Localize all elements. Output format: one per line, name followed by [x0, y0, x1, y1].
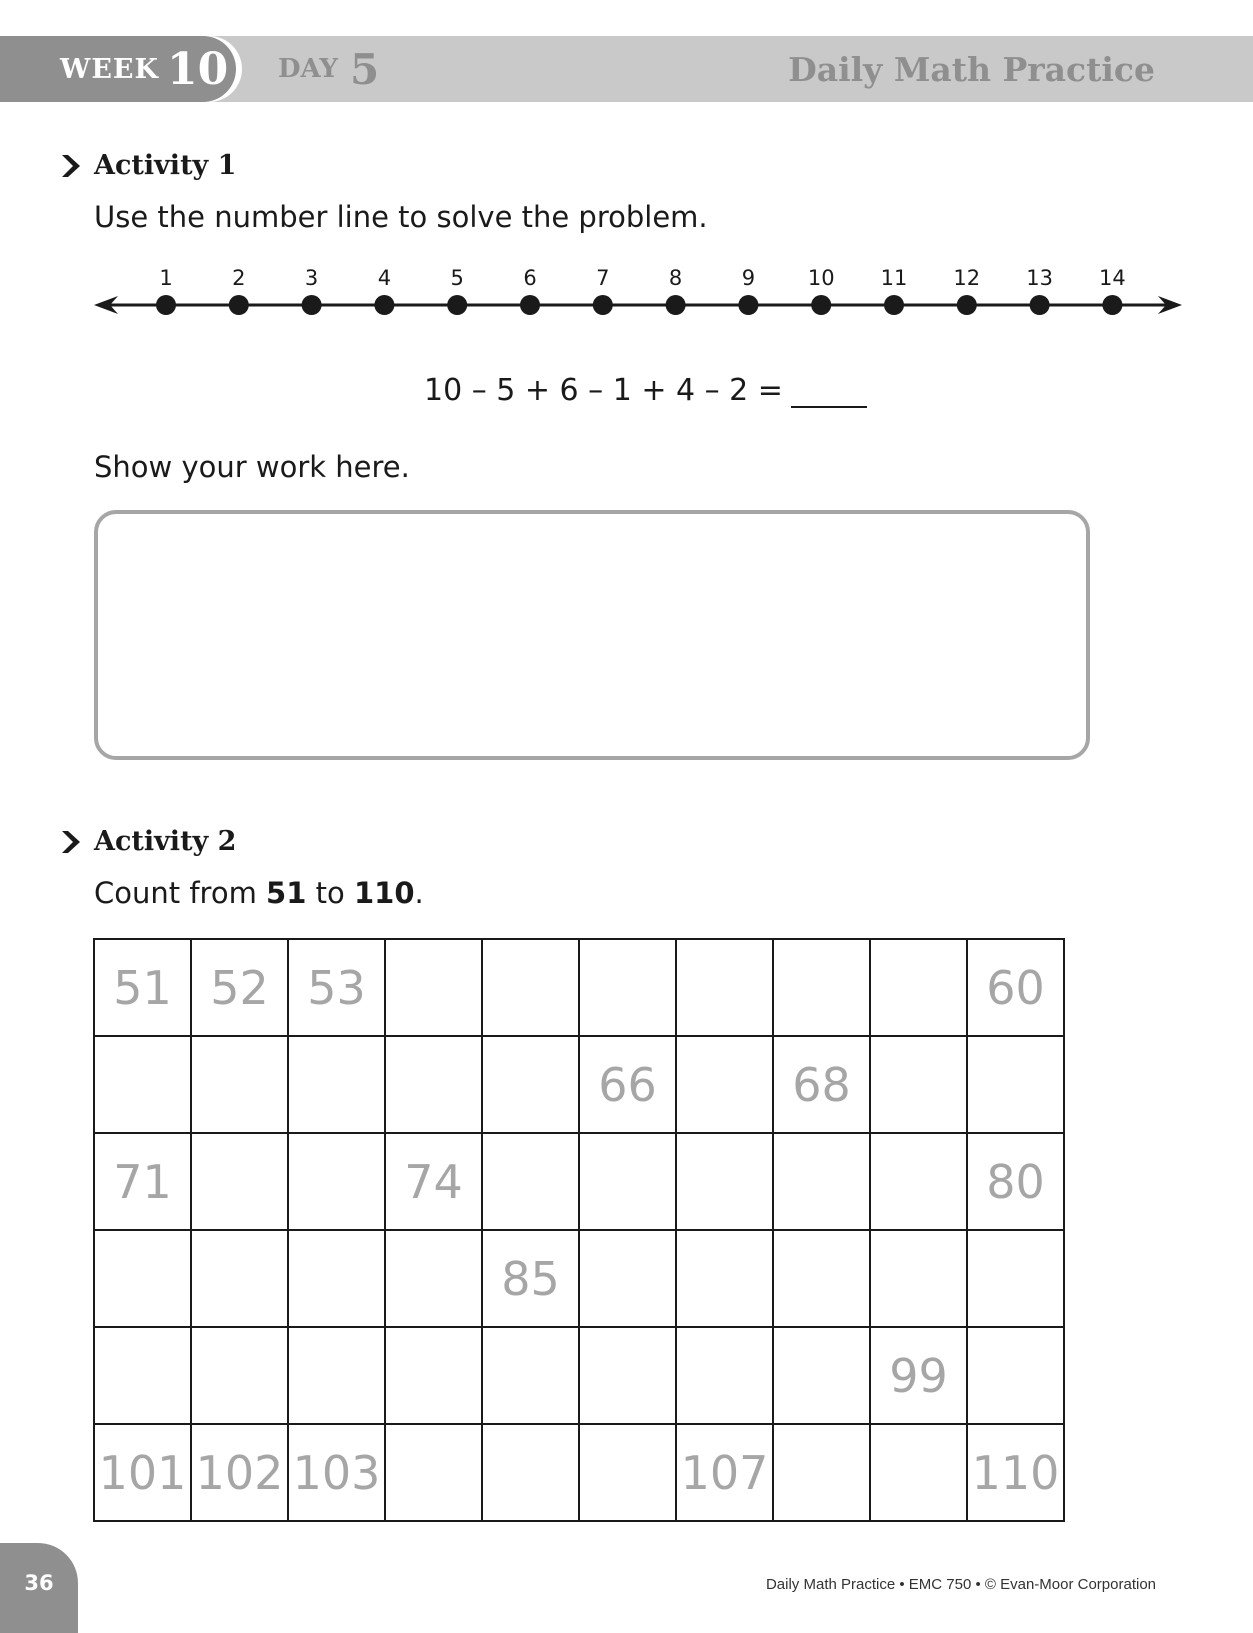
grid-cell: 52 — [191, 939, 288, 1036]
count-start: 51 — [266, 876, 307, 910]
grid-cell[interactable] — [288, 1230, 385, 1327]
activity-1-title: Activity 1 — [94, 150, 237, 181]
instruction-text: to — [306, 876, 354, 910]
week-label: WEEK — [60, 53, 159, 85]
grid-row — [94, 1424, 1064, 1521]
number-line-label: 10 — [807, 266, 835, 290]
number-line-label: 1 — [159, 266, 173, 290]
number-line-label: 9 — [741, 266, 756, 290]
grid-cell: 99 — [870, 1327, 967, 1424]
grid-row — [94, 1036, 1064, 1133]
grid-cell[interactable] — [870, 1424, 967, 1521]
grid-cell: 101 — [94, 1424, 191, 1521]
page-number: 36 — [0, 1543, 78, 1633]
grid-row — [94, 1133, 1064, 1230]
number-line-point — [811, 295, 831, 315]
grid-cell[interactable] — [773, 939, 870, 1036]
number-line-point — [957, 295, 977, 315]
grid-cell[interactable] — [579, 1424, 676, 1521]
grid-cell[interactable] — [191, 1230, 288, 1327]
chevron-right-icon — [60, 829, 82, 855]
grid-cell: 110 — [967, 1424, 1064, 1521]
activity-2-title: Activity 2 — [94, 826, 237, 857]
grid-cell[interactable] — [579, 939, 676, 1036]
grid-cell[interactable] — [579, 1133, 676, 1230]
number-line-point — [1030, 295, 1050, 315]
number-line-point — [884, 295, 904, 315]
grid-cell[interactable] — [676, 1036, 773, 1133]
grid-cell[interactable] — [191, 1133, 288, 1230]
number-line-point — [593, 295, 613, 315]
number-line-label: 4 — [377, 266, 392, 290]
grid-cell[interactable] — [676, 1327, 773, 1424]
grid-row — [94, 1230, 1064, 1327]
grid-cell[interactable] — [288, 1036, 385, 1133]
number-line-point — [156, 295, 176, 315]
grid-cell[interactable] — [288, 1133, 385, 1230]
activity-2-heading — [60, 826, 236, 857]
instruction-text: . — [414, 876, 424, 910]
number-line-label: 7 — [596, 266, 610, 290]
grid-cell[interactable] — [482, 1133, 579, 1230]
grid-cell[interactable] — [676, 939, 773, 1036]
hundreds-grid — [93, 938, 1065, 1522]
week-number: 10 — [166, 43, 229, 95]
grid-cell[interactable] — [773, 1133, 870, 1230]
grid-cell[interactable] — [967, 1230, 1064, 1327]
answer-blank[interactable] — [791, 378, 867, 408]
grid-cell[interactable] — [967, 1036, 1064, 1133]
activity-1-heading — [60, 150, 236, 181]
grid-cell[interactable] — [870, 1230, 967, 1327]
number-line-label: 13 — [1026, 266, 1053, 290]
grid-cell: 74 — [385, 1133, 482, 1230]
number-line-point — [1102, 295, 1122, 315]
grid-cell[interactable] — [191, 1036, 288, 1133]
grid-cell: 103 — [288, 1424, 385, 1521]
grid-cell: 85 — [482, 1230, 579, 1327]
grid-cell[interactable] — [482, 939, 579, 1036]
activity-2-instruction — [94, 876, 424, 910]
number-line-point — [666, 295, 686, 315]
grid-cell[interactable] — [385, 939, 482, 1036]
day-indicator — [278, 36, 379, 102]
grid-cell[interactable] — [385, 1327, 482, 1424]
number-line-point — [520, 295, 540, 315]
number-line-label: 8 — [668, 266, 683, 290]
number-line — [90, 260, 1190, 320]
grid-cell[interactable] — [870, 1133, 967, 1230]
work-area[interactable] — [94, 510, 1090, 760]
grid-cell[interactable] — [870, 1036, 967, 1133]
number-line-point — [738, 295, 758, 315]
grid-cell: 80 — [967, 1133, 1064, 1230]
grid-cell[interactable] — [482, 1327, 579, 1424]
grid-cell[interactable] — [94, 1327, 191, 1424]
grid-cell[interactable] — [870, 939, 967, 1036]
week-tab — [0, 36, 236, 102]
grid-cell: 66 — [579, 1036, 676, 1133]
grid-cell[interactable] — [482, 1424, 579, 1521]
grid-cell[interactable] — [773, 1424, 870, 1521]
grid-cell[interactable] — [385, 1230, 482, 1327]
grid-cell[interactable] — [385, 1424, 482, 1521]
equation-text: 10 – 5 + 6 – 1 + 4 – 2 = — [424, 373, 783, 408]
grid-cell[interactable] — [579, 1230, 676, 1327]
grid-cell[interactable] — [482, 1036, 579, 1133]
number-line-label: 5 — [450, 266, 464, 290]
grid-cell[interactable] — [773, 1327, 870, 1424]
number-line-label: 11 — [880, 266, 908, 290]
number-line-point — [447, 295, 467, 315]
number-line-label: 14 — [1099, 266, 1126, 290]
grid-cell: 68 — [773, 1036, 870, 1133]
grid-cell[interactable] — [579, 1327, 676, 1424]
number-line-label: 6 — [523, 266, 537, 290]
grid-cell[interactable] — [191, 1327, 288, 1424]
work-prompt: Show your work here. — [94, 450, 410, 484]
number-line-point — [229, 295, 249, 315]
page-title: Daily Math Practice — [788, 49, 1155, 89]
grid-cell[interactable] — [385, 1036, 482, 1133]
grid-cell[interactable] — [676, 1230, 773, 1327]
grid-cell[interactable] — [676, 1133, 773, 1230]
footer-credit: Daily Math Practice • EMC 750 • © Evan-Moor Corporation — [765, 1576, 1156, 1593]
grid-cell[interactable] — [773, 1230, 870, 1327]
grid-cell: 71 — [94, 1133, 191, 1230]
equation — [424, 373, 867, 408]
number-line-point — [302, 295, 322, 315]
grid-row — [94, 1327, 1064, 1424]
day-label: DAY — [278, 54, 338, 84]
grid-cell: 107 — [676, 1424, 773, 1521]
grid-cell[interactable] — [967, 1327, 1064, 1424]
activity-1-instruction: Use the number line to solve the problem. — [94, 200, 708, 234]
number-line-point — [374, 295, 394, 315]
instruction-text: Count from — [94, 876, 267, 910]
grid-cell[interactable] — [288, 1327, 385, 1424]
day-number: 5 — [350, 44, 380, 94]
grid-cell: 60 — [967, 939, 1064, 1036]
count-end: 110 — [353, 876, 415, 910]
grid-cell: 53 — [288, 939, 385, 1036]
grid-cell[interactable] — [94, 1036, 191, 1133]
grid-row — [94, 939, 1064, 1036]
number-line-label: 3 — [304, 266, 319, 290]
grid-cell: 51 — [94, 939, 191, 1036]
number-line-label: 12 — [953, 266, 981, 290]
grid-cell[interactable] — [94, 1230, 191, 1327]
number-line-label: 2 — [232, 266, 246, 290]
grid-cell: 102 — [191, 1424, 288, 1521]
chevron-right-icon — [60, 153, 82, 179]
